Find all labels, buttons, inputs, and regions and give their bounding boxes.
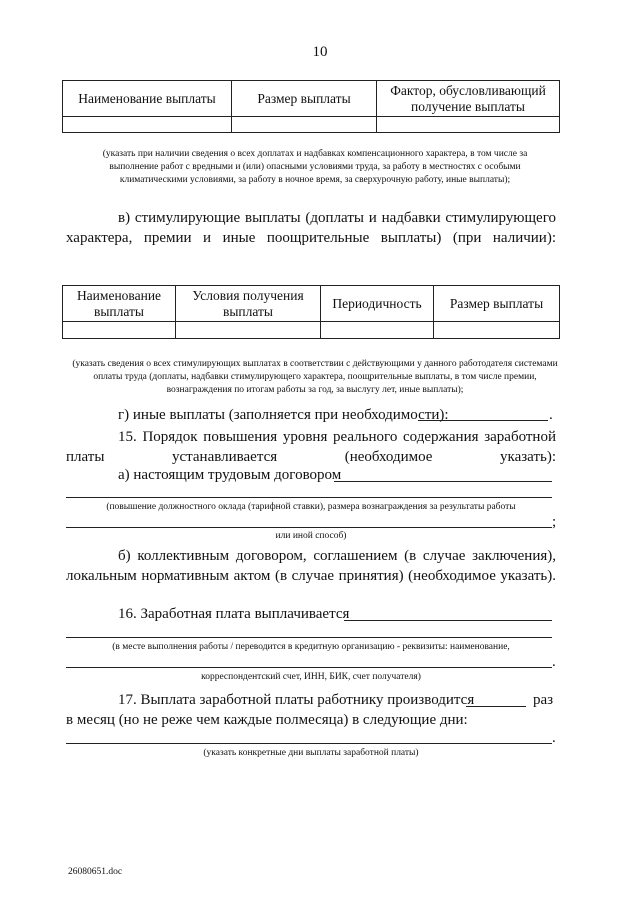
paragraph-16-fill-line-2[interactable] [66,637,552,638]
paragraph-16 [118,604,349,624]
paragraph-15b-text: б) коллективным договором, соглашением (в случае заключения), локальным нормативным актом (в случае принятия) (необходимое указать). [66,548,556,584]
paragraph-17-times-line[interactable] [466,706,526,707]
paragraph-17-times-label: раз [533,692,554,708]
paragraph-v [66,208,556,248]
table2-header-periodicity: Периодичность [321,286,434,322]
paragraph-16-note-1: (в месте выполнения работы / переводится в кредитную организацию - реквизиты: наименование, [112,642,510,652]
incentive-note: (указать сведения о всех стимулирующих выплатах в соответствии с действующими у данного работодателя системами оплаты труда (доплаты, надбавки стимулирующего характера, поощрительные выплаты, в том числе премии, вознаграждения по итогам работы за год, за выслугу лет, иные выплаты); [72,359,558,395]
paragraph-15-text: 15. Порядок повышения уровня реального содержания заработной платы устанавливается (необходимое указать): [66,429,556,465]
table1-header-name: Наименование выплаты [63,81,232,117]
paragraph-16-fill-line-3[interactable] [66,667,552,668]
paragraph-17-fill-line[interactable] [66,743,552,744]
document-filename: 26080651.doc [68,867,123,877]
paragraph-17-note: (указать конкретные дни выплаты заработной платы) [203,748,419,758]
paragraph-17-continued: в месяц (но не реже чем каждые полмесяца) в следующие дни: [66,712,468,728]
paragraph-16-fill-line[interactable] [344,620,552,621]
paragraph-15a-end: ; [552,514,557,530]
table2-header-name: Наименование выплаты [63,286,176,322]
paragraph-17-text: 17. Выплата заработной платы работнику производится [118,692,475,708]
incentive-table [62,285,560,339]
paragraph-15a-fill-line-2[interactable] [66,497,552,498]
table2-cell[interactable] [434,322,560,339]
page-number: 10 [312,44,328,60]
compensation-note: (указать при наличии сведения о всех доплатах и надбавках компенсационного характера, в том числе за выполнение работ с вредными и (или) опасными условиями труда, за работу в местностях с особыми климатическими условиями, за работу в ночное время, за сверхурочную работу, иные выплаты); [102,149,528,185]
paragraph-15a [118,465,341,485]
table2-cell[interactable] [63,322,176,339]
paragraph-g-fill-line[interactable] [418,420,548,421]
table2-header-size: Размер выплаты [434,286,560,322]
paragraph-17-end: . [552,730,556,746]
paragraph-17 [118,690,474,710]
paragraph-15a-text: а) настоящим трудовым договором [118,467,342,483]
paragraph-15a-fill-line-3[interactable] [66,527,552,528]
paragraph-15 [66,427,556,467]
table1-header-size: Размер выплаты [232,81,377,117]
table1-cell[interactable] [232,117,377,133]
paragraph-16-text: 16. Заработная плата выплачивается [118,606,350,622]
table1-cell[interactable] [63,117,232,133]
table2-header-conditions: Условия получения выплаты [176,286,321,322]
compensation-table [62,80,560,133]
paragraph-g-text: г) иные выплаты (заполняется при необходимости): [118,407,449,423]
paragraph-v-text: в) стимулирующие выплаты (доплаты и надбавки стимулирующего характера, премии и иные поощрительные выплаты) (при наличии): [66,210,556,246]
paragraph-15a-note-2: или иной способ) [275,531,347,541]
paragraph-15b [66,546,556,586]
table2-cell[interactable] [321,322,434,339]
paragraph-15a-fill-line[interactable] [334,481,552,482]
table1-header-factor: Фактор, обусловливающий получение выплаты [377,81,560,117]
paragraph-g [118,405,449,425]
paragraph-g-end: . [549,407,553,423]
paragraph-16-end: . [552,654,556,670]
paragraph-16-note-2: корреспондентский счет, ИНН, БИК, счет получателя) [201,672,421,682]
paragraph-15a-note-1: (повышение должностного оклада (тарифной ставки), размера вознаграждения за результаты работы [106,502,516,512]
table2-cell[interactable] [176,322,321,339]
table1-cell[interactable] [377,117,560,133]
